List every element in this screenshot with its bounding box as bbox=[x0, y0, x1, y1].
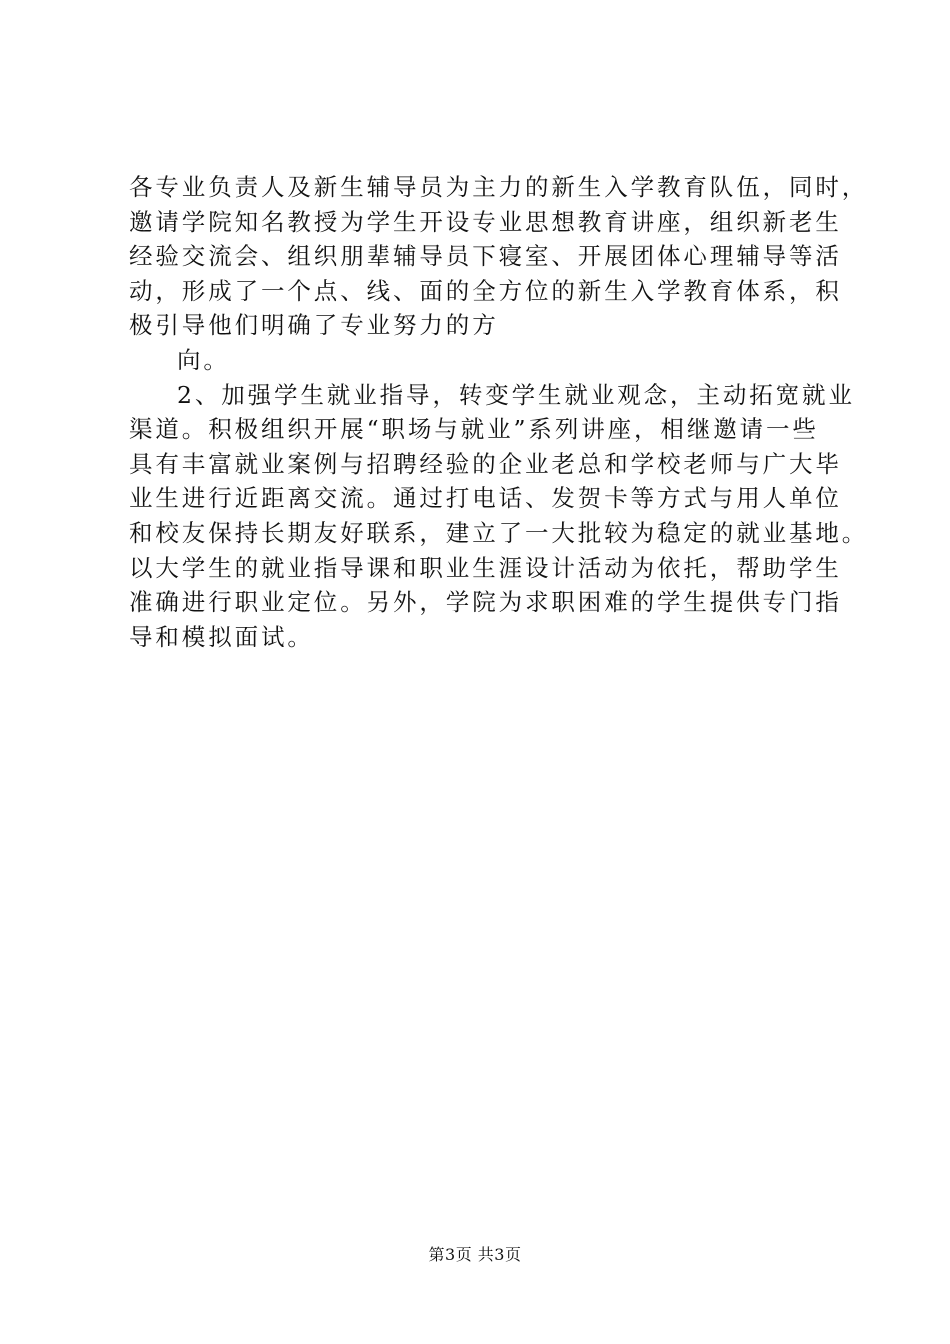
text-line: 业生进行近距离交流。通过打电话、发贺卡等方式与用人单位 bbox=[129, 484, 842, 513]
text-line: 导和模拟面试。 bbox=[129, 622, 314, 651]
text-line: 渠道。积极组织开展“职场与就业”系列讲座，相继邀请一些 bbox=[129, 415, 819, 444]
text-line: 动，形成了一个点、线、面的全方位的新生入学教育体系，积 bbox=[129, 276, 842, 305]
text-line: 和校友保持长期友好联系，建立了一大批较为稳定的就业基地。 bbox=[129, 518, 869, 547]
text-line: 各专业负责人及新生辅导员为主力的新生入学教育队伍，同时， bbox=[129, 173, 869, 201]
text-line: 经验交流会、组织朋辈辅导员下寝室、开展团体心理辅导等活 bbox=[129, 242, 842, 271]
text-line: 准确进行职业定位。另外，学院为求职困难的学生提供专门指 bbox=[129, 588, 842, 617]
text-line: 邀请学院知名教授为学生开设专业思想教育讲座，组织新老生 bbox=[129, 207, 842, 236]
text-line: 极引导他们明确了专业努力的方 bbox=[129, 311, 499, 340]
document-body bbox=[129, 170, 869, 654]
page-number: 第3页 共3页 bbox=[428, 1245, 522, 1264]
text-line: 2、加强学生就业指导，转变学生就业观念，主动拓宽就业 bbox=[177, 380, 855, 409]
text-line: 具有丰富就业案例与招聘经验的企业老总和学校老师与广大毕 bbox=[129, 449, 842, 478]
text-line: 向。 bbox=[177, 345, 230, 374]
text-line: 以大学生的就业指导课和职业生涯设计活动为依托，帮助学生 bbox=[129, 553, 842, 582]
